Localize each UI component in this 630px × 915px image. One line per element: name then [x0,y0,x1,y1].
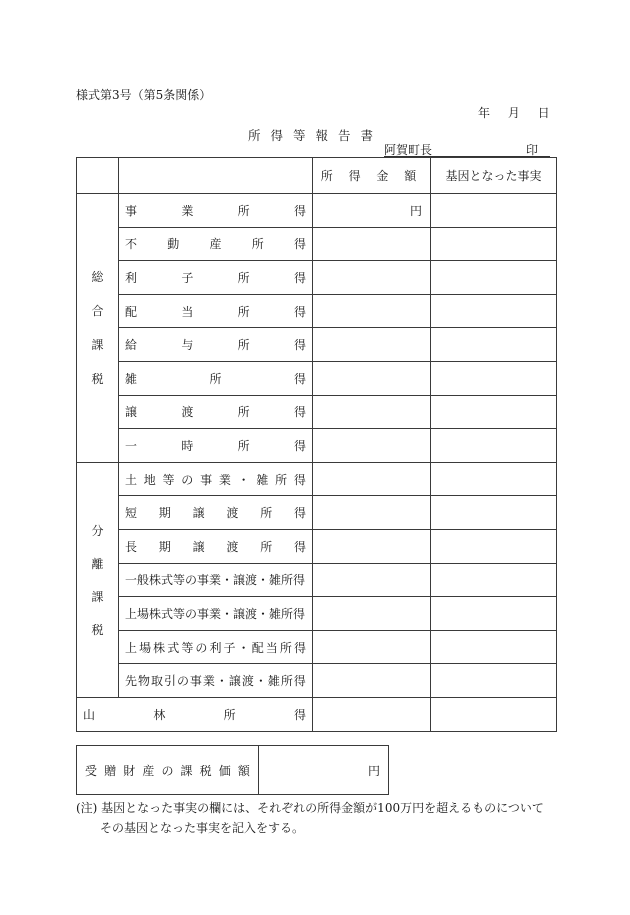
label-char: 子 [181,270,194,285]
group-label-char: 総 [91,270,104,285]
group-label-bunri-kazei [77,462,119,697]
basis-fact-field[interactable] [431,462,557,496]
income-type-cell [119,597,313,631]
label-char: 得 [293,438,306,453]
income-type-label [125,370,306,387]
label-char: 譲 [125,405,138,420]
label-char: 林 [153,707,166,722]
basis-fact-field[interactable] [431,227,557,261]
income-type-label [125,303,306,320]
header-blank-cell [119,158,313,194]
basis-fact-field[interactable] [431,697,557,731]
label-char: 所 [237,270,250,285]
basis-fact-field[interactable] [431,294,557,328]
group-label-char: 合 [91,304,104,319]
income-type-label [83,706,306,723]
label-char: 当 [265,640,278,655]
basis-fact-field[interactable] [431,597,557,631]
label-char: 得 [293,707,306,722]
income-amount-field[interactable] [313,328,431,362]
label-char: 動 [167,237,180,252]
income-type-cell [119,328,313,362]
table-row [77,294,557,328]
group-label-sogo-kazei [77,194,119,463]
label-char: ・ [237,640,250,655]
group-label-char: 分 [91,523,104,538]
income-type-label [125,202,306,219]
group-label-char: 税 [91,372,104,387]
label-char: 期 [158,539,171,554]
income-amount-header: 所 得 金 額 [313,158,431,194]
label-char: 財 [123,763,136,778]
date-line: 年 月 日 [478,106,550,120]
label-char: 所 [237,304,250,319]
income-amount-field[interactable] [313,664,431,698]
label-char: 税 [199,763,212,778]
income-type-cell [119,429,313,463]
income-type-cell [119,194,313,228]
income-type-label [125,538,306,555]
label-char: 等 [181,640,194,655]
label-char: ・ [215,674,228,689]
label-char: 得 [293,304,306,319]
label-char: 渡 [226,539,239,554]
label-char: 所 [237,203,250,218]
income-type-label [125,639,306,656]
basis-fact-field[interactable] [431,194,557,228]
label-char: 所 [237,405,250,420]
income-type-cell [119,227,313,261]
income-type-label [125,235,306,252]
label-char: 産 [142,763,155,778]
gift-row [77,746,389,795]
label-char: 上 [125,640,138,655]
label-char: 所 [280,674,293,689]
label-char: 課 [180,763,193,778]
table-row [77,227,557,261]
table-row [77,261,557,295]
label-char: 当 [181,304,194,319]
label-char: 地 [143,472,156,487]
label-char: の [161,763,174,778]
label-char: 得 [293,539,306,554]
label-char: 配 [125,304,138,319]
table-row [77,395,557,429]
table-row [77,529,557,563]
table-row [77,496,557,530]
label-char: 得 [293,674,306,689]
gift-assessment-table [76,745,389,795]
label-char: 子 [223,640,236,655]
income-amount-field[interactable] [313,361,431,395]
income-amount-field[interactable] [313,429,431,463]
label-char: 雑 [256,472,269,487]
label-char: 一 [125,438,138,453]
group-label-char: 課 [91,338,104,353]
table-row-sanrin [77,697,557,731]
income-type-cell [119,395,313,429]
label-char: 不 [125,237,138,252]
basis-fact-field[interactable] [431,395,557,429]
label-char: 得 [293,338,306,353]
basis-fact-field[interactable] [431,563,557,597]
label-char: 土 [125,472,138,487]
basis-fact-header: 基因となった事実 [431,158,557,194]
income-type-cell [119,563,313,597]
income-type-cell [119,361,313,395]
table-row [77,361,557,395]
income-type-cell [119,294,313,328]
label-char: 業 [202,674,215,689]
income-type-label [125,403,306,420]
table-row [77,664,557,698]
label-char: 所 [260,539,273,554]
gift-amount-field[interactable]: 円 [259,746,389,795]
label-char: の [181,472,194,487]
label-char: 所 [275,472,288,487]
income-amount-field[interactable] [313,227,431,261]
label-char: 上場株式等の事業・譲渡・雑所得 [125,606,306,621]
header-blank-cell [77,158,119,194]
label-char: 所 [237,438,250,453]
income-type-label [125,437,306,454]
income-amount-field[interactable] [313,597,431,631]
label-char: 利 [209,640,222,655]
label-char: 所 [209,371,222,386]
label-char: 譲 [192,506,205,521]
label-char: 長 [125,539,138,554]
table-row [77,462,557,496]
label-char: 譲 [228,674,241,689]
basis-fact-field[interactable] [431,328,557,362]
label-char: 譲 [192,539,205,554]
gift-label [85,762,250,779]
table-row [77,194,557,228]
label-char: 受 [85,763,98,778]
income-amount-field[interactable] [313,529,431,563]
label-char: 事 [125,203,138,218]
label-char: 渡 [226,506,239,521]
label-char: 時 [181,438,194,453]
income-amount-field[interactable] [313,261,431,295]
label-char: 渡 [181,405,194,420]
label-char: 式 [167,640,180,655]
income-report-table [76,157,557,732]
label-char: 期 [158,506,171,521]
income-type-label [125,336,306,353]
footnote [76,798,544,838]
label-char: 業 [181,203,194,218]
form-number-label: 様式第3号（第5条関係） [76,88,212,102]
label-char: 株 [153,640,166,655]
income-type-cell [119,462,313,496]
income-amount-field[interactable] [313,697,431,731]
income-amount-field[interactable] [313,395,431,429]
income-amount-field[interactable] [313,630,431,664]
table-row [77,328,557,362]
label-char: 得 [293,270,306,285]
label-char: 事 [189,674,202,689]
label-char: 贈 [104,763,117,778]
income-amount-field[interactable] [313,294,431,328]
basis-fact-field[interactable] [431,361,557,395]
income-amount-field[interactable]: 円 [313,194,431,228]
label-char: 先 [125,674,138,689]
label-char: 与 [181,338,194,353]
income-type-label [125,571,306,588]
label-char: 所 [223,707,236,722]
table-row [77,597,557,631]
label-char: 所 [260,506,273,521]
label-char: 得 [293,405,306,420]
label-char: 価 [218,763,231,778]
label-char: の [195,640,208,655]
income-type-label [125,269,306,286]
table-header-row [77,158,557,194]
label-char: 一般株式等の事業・譲渡・雑所得 [125,573,306,588]
label-char: 等 [162,472,175,487]
basis-fact-field[interactable] [431,529,557,563]
label-char: 得 [293,506,306,521]
label-char: 雑 [267,674,280,689]
table-row [77,563,557,597]
income-type-cell [119,529,313,563]
basis-fact-field[interactable] [431,429,557,463]
label-char: ・ [254,674,267,689]
label-char: 渡 [241,674,254,689]
footnote-line-1: (注) 基因となった事実の欄には、それぞれの所得金額が100万円を超えるものについて [76,801,544,815]
label-char: 所 [237,338,250,353]
gift-label-cell [77,746,259,795]
income-type-label [125,504,306,521]
income-type-cell [119,630,313,664]
label-char: 得 [293,472,306,487]
label-char: 所 [251,237,264,252]
label-char: 山 [83,707,96,722]
basis-fact-field[interactable] [431,496,557,530]
label-char: 利 [125,270,138,285]
label-char: 産 [209,237,222,252]
addressee-line [384,141,550,157]
label-char: 雑 [125,371,138,386]
label-char: の [176,674,189,689]
label-char: ・ [237,472,250,487]
label-char: 取 [150,674,163,689]
basis-fact-field[interactable] [431,664,557,698]
income-type-label [125,672,306,689]
group-label-char: 税 [91,622,104,637]
income-amount-field[interactable] [313,462,431,496]
group-label-char: 課 [91,589,104,604]
income-type-label [125,605,306,622]
group-label-char: 離 [91,556,104,571]
label-char: 所 [279,640,292,655]
label-char: 配 [251,640,264,655]
label-char: 場 [139,640,152,655]
income-amount-field[interactable] [313,563,431,597]
table-row [77,429,557,463]
footnote-line-2: その基因となった事実を記入をする。 [100,821,305,835]
label-char: 得 [293,371,306,386]
income-type-cell [119,496,313,530]
label-char: 給 [125,338,138,353]
basis-fact-field[interactable] [431,630,557,664]
label-char: 業 [218,472,231,487]
seal-mark: 印 [526,143,539,157]
income-type-cell [77,697,313,731]
income-type-label [125,471,306,488]
label-char: 物 [137,674,150,689]
label-char: 短 [125,506,138,521]
table-row [77,630,557,664]
income-type-cell [119,664,313,698]
label-char: 得 [293,237,306,252]
label-char: 得 [293,640,306,655]
label-char: 事 [200,472,213,487]
basis-fact-field[interactable] [431,261,557,295]
income-amount-field[interactable] [313,496,431,530]
label-char: 引 [163,674,176,689]
label-char: 額 [237,763,250,778]
addressee-name: 阿賀町長 [384,143,433,157]
document-title: 所得等報告書 [248,128,384,143]
income-type-cell [119,261,313,295]
label-char: 得 [293,203,306,218]
